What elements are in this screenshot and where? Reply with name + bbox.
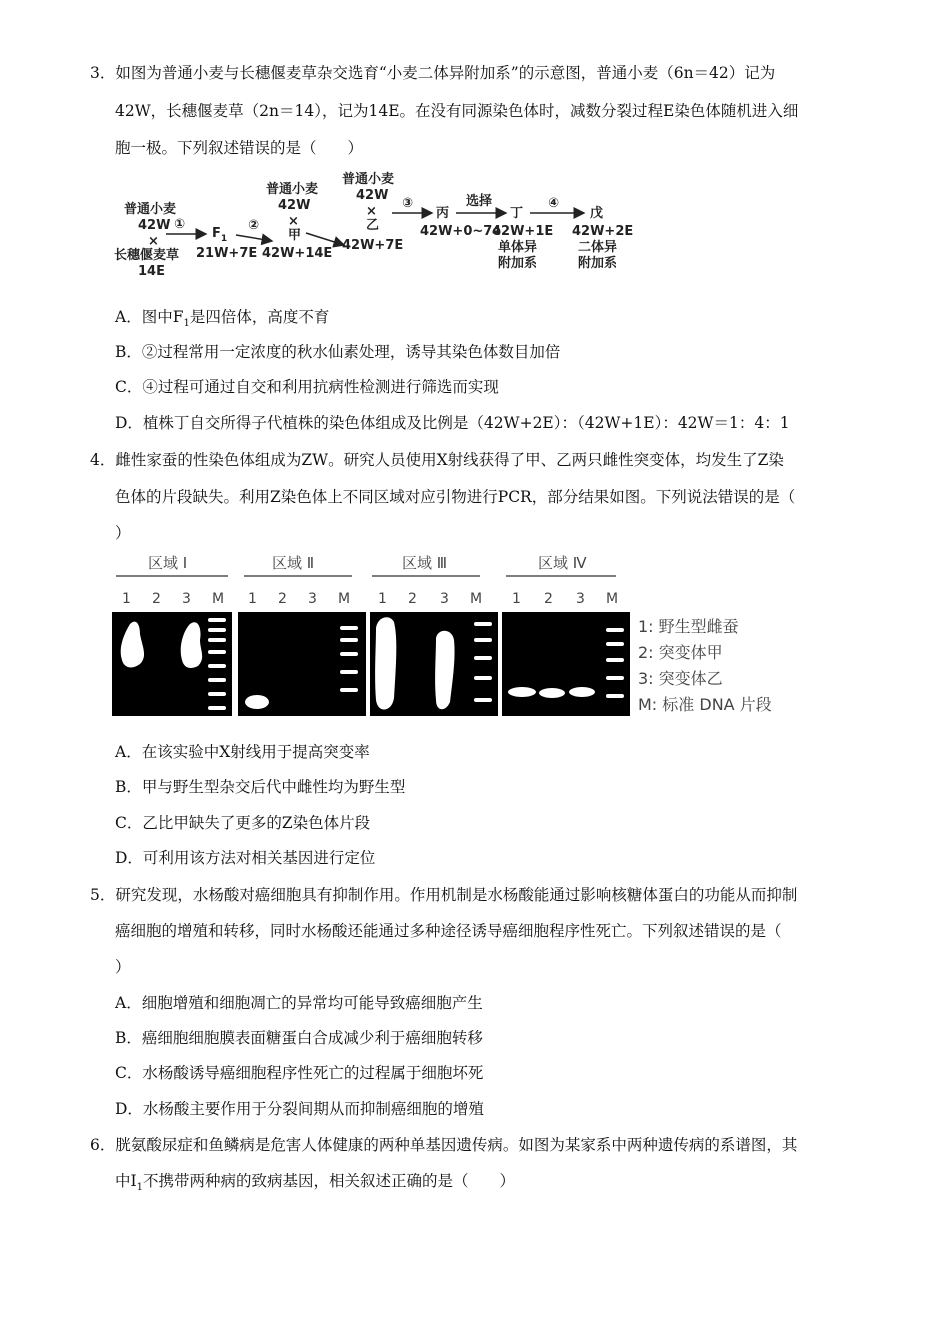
step4-label: ④ [548, 196, 560, 211]
legend-3: 3: 突变体乙 [638, 669, 723, 688]
marker-r1 [208, 618, 226, 622]
wheat3-code: 42W [356, 188, 389, 203]
marker-r1 [208, 664, 226, 668]
region4-label: 区域 Ⅳ [538, 554, 587, 572]
parent2-code: 14E [138, 264, 165, 279]
q3-option-a[interactable]: A．图中$F_1$是四倍体，高度不育 [115, 308, 330, 330]
marker-r4 [606, 694, 624, 698]
band-r3-lane1 [375, 617, 396, 709]
legend-1: 1: 野生型雌蚕 [638, 617, 739, 636]
marker-r2 [340, 652, 358, 656]
marker-r2 [340, 638, 358, 642]
r1-lane3-label: 3 [182, 591, 191, 607]
f1-label: $F_1$ [212, 226, 228, 244]
band-r2-lane1 [245, 695, 269, 709]
yi-name: 乙 [366, 218, 380, 233]
r1-lane1-label: 1 [122, 591, 131, 607]
legend-m: M: 标准 DNA 片段 [638, 695, 772, 714]
ding-code: 42W+1E [492, 224, 554, 239]
wu-name: 戊 [590, 206, 604, 221]
r3-lane2-label: 2 [408, 591, 417, 607]
jia-name: 甲 [288, 228, 302, 243]
marker-r4 [606, 642, 624, 646]
step2-label: ② [248, 218, 260, 233]
region2-label: 区域 Ⅱ [272, 554, 315, 572]
pcr-gel-figure [110, 548, 800, 720]
wu-code: 42W+2E [572, 224, 634, 239]
r3-lane3-label: 3 [440, 591, 449, 607]
q5-option-a[interactable]: A．细胞增殖和细胞凋亡的异常均可能导致癌细胞产生 [115, 994, 483, 1012]
r2-lane1-label: 1 [248, 591, 257, 607]
q6-stem-line1: 6．胱氨酸尿症和鱼鳞病是危害人体健康的两种单基因遗传病。如图为某家系中两种遗传病的系谱图，其 [90, 1136, 798, 1154]
r4-lane2-label: 2 [544, 591, 553, 607]
band-r4-lane3 [569, 687, 595, 697]
band-r4-lane1 [508, 687, 536, 697]
marker-r1 [208, 638, 226, 642]
legend-2: 2: 突变体甲 [638, 643, 723, 662]
q4-option-a[interactable]: A．在该实验中X射线用于提高突变率 [115, 743, 370, 761]
r2-lane3-label: 3 [308, 591, 317, 607]
marker-r1 [208, 650, 226, 654]
marker-r1 [208, 692, 226, 696]
q5-stem-line1: 5．研究发现，水杨酸对癌细胞具有抑制作用。作用机制是水杨酸能通过影响核糖体蛋白的功能从而抑制 [90, 886, 798, 904]
q3-option-c[interactable]: C．④过程可通过自交和利用抗病性检测进行筛选而实现 [115, 378, 499, 396]
select-label: 选择 [466, 194, 493, 209]
marker-r1 [208, 678, 226, 682]
bing-code: 42W+0~7e [420, 224, 502, 239]
ding-name: 丁 [510, 206, 524, 221]
r1-laneM-label: M [212, 591, 225, 607]
marker-r3 [474, 638, 492, 642]
q3-stem-line3: 胞一极。下列叙述错误的是（ ） [115, 139, 364, 157]
ding-type-line2: 附加系 [498, 256, 538, 271]
arrow-step2 [236, 235, 272, 241]
band-r4-lane2 [539, 688, 565, 698]
marker-r3 [474, 622, 492, 626]
step3-label: ③ [402, 196, 414, 211]
wheat2-code: 42W [278, 198, 311, 213]
cross-sign-3: × [366, 204, 377, 219]
parent2-name: 长穗偃麦草 [114, 248, 180, 263]
q6-stem-line2: 中$Ⅰ_1$不携带两种病的致病基因，相关叙述正确的是（ ） [115, 1172, 516, 1194]
parent1-name: 普通小麦 [124, 202, 177, 217]
cross-sign-2: × [288, 214, 299, 229]
q3-stem-line1: 3．如图为普通小麦与长穗偃麦草杂交选育“小麦二体异附加系”的示意图，普通小麦（6n＝42）记为 [90, 64, 776, 82]
step1-label: ① [174, 217, 186, 232]
marker-r2 [340, 688, 358, 692]
q3-option-d[interactable]: D．植株丁自交所得子代植株的染色体组成及比例是（42W+2E）：（42W+1E）：42W＝1：4：1 [115, 414, 790, 432]
f1-code: 21W+7E [196, 246, 258, 261]
cross-sign-1: × [148, 234, 159, 249]
q4-option-d[interactable]: D．可利用该方法对相关基因进行定位 [115, 849, 376, 867]
marker-r1 [208, 628, 226, 632]
q5-stem-line2: 癌细胞的增殖和转移，同时水杨酸还能通过多种途径诱导癌细胞程序性死亡。下列叙述错误的是（ [115, 922, 782, 940]
q5-option-d[interactable]: D．水杨酸主要作用于分裂间期从而抑制癌细胞的增殖 [115, 1100, 484, 1118]
q5-option-c[interactable]: C．水杨酸诱导癌细胞程序性死亡的过程属于细胞坏死 [115, 1064, 484, 1082]
wu-type-line1: 二体异 [578, 240, 618, 255]
breeding-diagram [110, 165, 650, 285]
r2-laneM-label: M [338, 591, 351, 607]
jia-code: 42W+14E [262, 246, 333, 261]
ding-type-line1: 单体异 [498, 240, 538, 255]
wu-type-line2: 附加系 [578, 256, 618, 271]
q4-stem-line1: 4．雌性家蚕的性染色体组成为ZW。研究人员使用X射线获得了甲、乙两只雌性突变体，均发生了Z染 [90, 451, 784, 469]
r4-laneM-label: M [606, 591, 619, 607]
r4-lane3-label: 3 [576, 591, 585, 607]
marker-r3 [474, 698, 492, 702]
arrow-to-yi [306, 233, 344, 245]
q3-stem-line2: 42W，长穗偃麦草（2n＝14），记为14E。在没有同源染色体时，减数分裂过程E染色体随机进入细 [115, 102, 799, 120]
q3-option-b[interactable]: B．②过程常用一定浓度的秋水仙素处理，诱导其染色体数目加倍 [115, 343, 561, 361]
marker-r3 [474, 676, 492, 680]
parent1-code: 42W [138, 218, 171, 233]
wheat3-name: 普通小麦 [342, 172, 395, 187]
q4-stem-line2: 色体的片段缺失。利用Z染色体上不同区域对应引物进行PCR，部分结果如图。下列说法错误的是（ [115, 488, 796, 506]
gel-panel-region4 [502, 612, 630, 716]
r4-lane1-label: 1 [512, 591, 521, 607]
region1-label: 区域 Ⅰ [148, 554, 188, 572]
r3-lane1-label: 1 [378, 591, 387, 607]
marker-r4 [606, 628, 624, 632]
marker-r3 [474, 656, 492, 660]
marker-r2 [340, 670, 358, 674]
marker-r1 [208, 706, 226, 710]
yi-code: 42W+7E [342, 238, 404, 253]
region3-label: 区域 Ⅲ [402, 554, 448, 572]
marker-r2 [340, 626, 358, 630]
bing-name: 丙 [436, 206, 450, 221]
q4-option-b[interactable]: B．甲与野生型杂交后代中雌性均为野生型 [115, 778, 406, 796]
q4-stem-line3: ） [115, 524, 131, 542]
r3-laneM-label: M [470, 591, 483, 607]
r2-lane2-label: 2 [278, 591, 287, 607]
q4-option-c[interactable]: C．乙比甲缺失了更多的Z染色体片段 [115, 814, 371, 832]
marker-r4 [606, 676, 624, 680]
r1-lane2-label: 2 [152, 591, 161, 607]
wheat2-name: 普通小麦 [266, 182, 319, 197]
marker-r4 [606, 658, 624, 662]
q5-stem-line3: ） [115, 958, 131, 976]
q5-option-b[interactable]: B．癌细胞细胞膜表面糖蛋白合成减少利于癌细胞转移 [115, 1029, 483, 1047]
